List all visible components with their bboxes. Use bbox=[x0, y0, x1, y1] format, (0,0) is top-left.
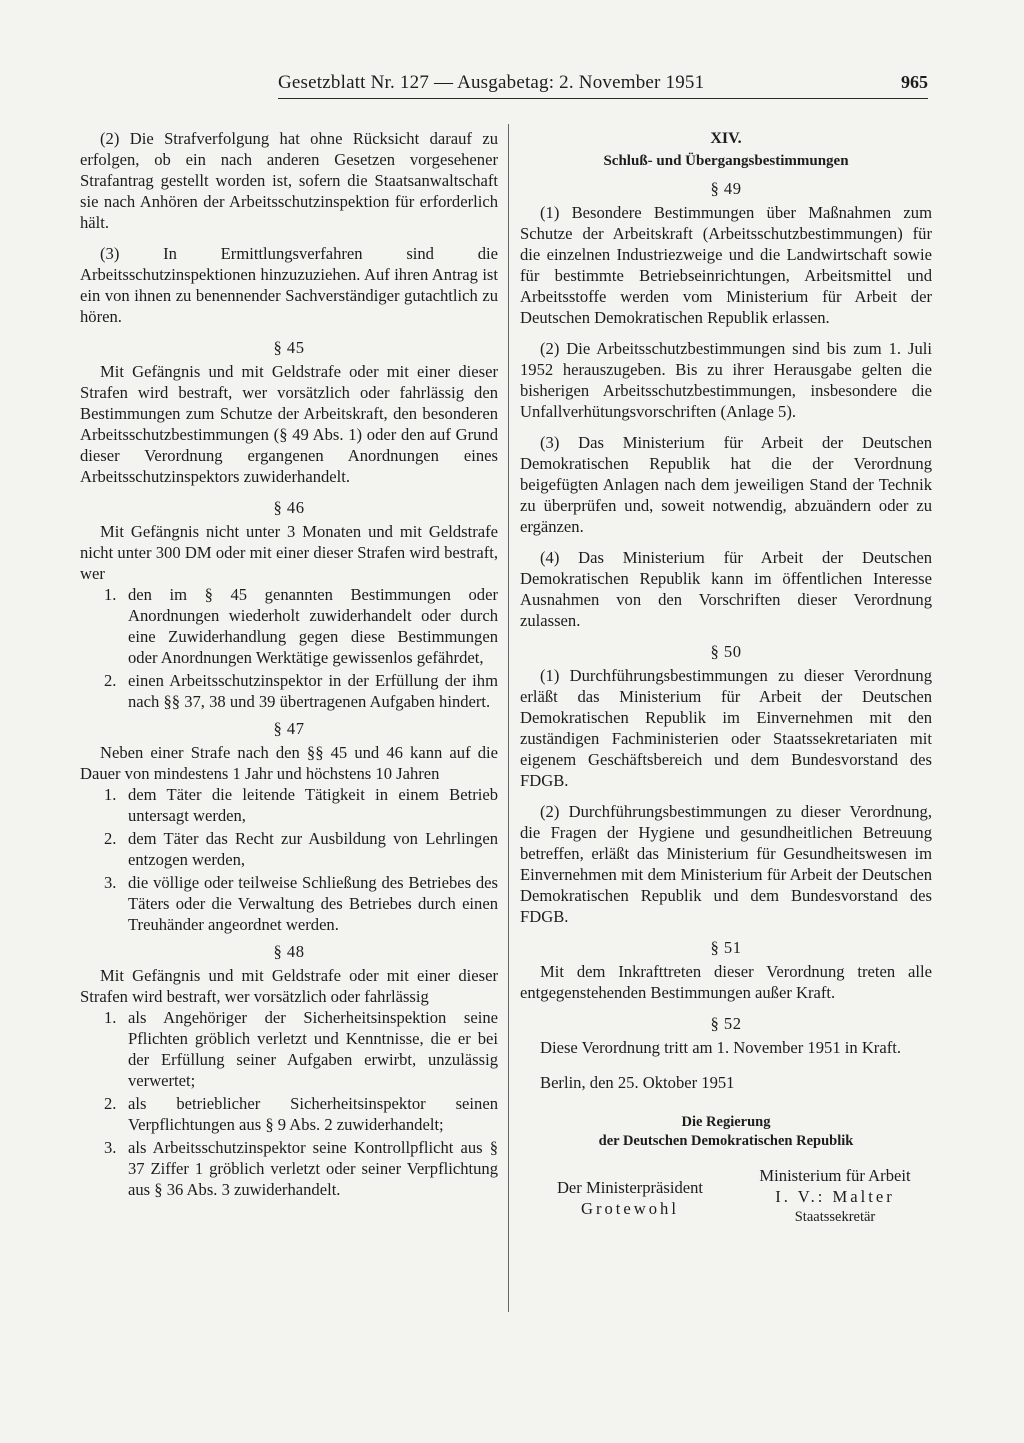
section-49-paragraph-1: (1) Besondere Bestimmungen über Maßnahmen zum Schutze der Arbeitskraft (Arbeitsschutzbestimmungen) für die einzelnen Industriezweige und die Landwirtschaft sowie für bestimmte Betriebseinrichtungen, Arbeitsmittel und Arbeitsstoffe werden vom Ministerium für Arbeit der Deutschen Demokratischen Republik erlassen. bbox=[520, 203, 932, 327]
list-item bbox=[80, 1137, 498, 1200]
signatory-title: Der Ministerpräsident bbox=[556, 1178, 704, 1197]
item-number: 3. bbox=[104, 1138, 117, 1157]
page-number: 965 bbox=[901, 72, 928, 92]
section-51-heading: § 51 bbox=[710, 938, 742, 957]
section-45-heading: § 45 bbox=[273, 338, 305, 357]
item-text: dem Täter die leitende Tätigkeit in einem Betrieb untersagt werden, bbox=[128, 785, 498, 825]
signature-ministry-labour bbox=[735, 1165, 935, 1228]
left-column bbox=[80, 128, 498, 1204]
section-48-heading: § 48 bbox=[273, 942, 305, 961]
section-48-intro: Mit Gefängnis und mit Geldstrafe oder mit einer dieser Strafen wird bestraft, wer vorsätzlich oder fahrlässig bbox=[80, 966, 498, 1006]
list-item bbox=[80, 784, 498, 826]
section-48-list bbox=[80, 1007, 498, 1200]
section-49-heading: § 49 bbox=[710, 179, 742, 198]
page-header bbox=[278, 72, 928, 99]
header-title: Gesetzblatt Nr. 127 — Ausgabetag: 2. November 1951 bbox=[278, 72, 705, 93]
section-46-heading: § 46 bbox=[273, 498, 305, 517]
section-52-text: Diese Verordnung tritt am 1. November 1951 in Kraft. bbox=[540, 1038, 901, 1057]
section-47-list bbox=[80, 784, 498, 935]
section-50-heading: § 50 bbox=[710, 642, 742, 661]
section-49-paragraph-2: (2) Die Arbeitsschutzbestimmungen sind bis zum 1. Juli 1952 herauszugeben. Bis zu ihrer Herausgabe gelten die bisherigen Arbeitsschutzbestimmungen, insbesondere die Unfallverhütungsvorschriften (Anlage 5). bbox=[520, 339, 932, 421]
list-item bbox=[80, 584, 498, 668]
section-51-text: Mit dem Inkrafttreten dieser Verordnung treten alle entgegenstehenden Bestimmungen außer Kraft. bbox=[520, 962, 932, 1002]
item-number: 1. bbox=[104, 585, 117, 604]
item-text: die völlige oder teilweise Schließung des Betriebes des Täters oder die Verwaltung des Betriebes durch einen Treuhänder angeordnet werden. bbox=[128, 873, 498, 934]
paragraph-44-3: (3) In Ermittlungsverfahren sind die Arbeitsschutzinspektionen hinzuzuziehen. Auf ihren Antrag ist ein von ihnen zu benennender Sachverständiger gutachtlich zu hören. bbox=[80, 244, 498, 326]
list-item bbox=[80, 828, 498, 870]
section-47-heading: § 47 bbox=[273, 719, 305, 738]
item-number: 1. bbox=[104, 785, 117, 804]
part-number: XIV. bbox=[710, 130, 742, 147]
list-item bbox=[80, 872, 498, 935]
list-item bbox=[80, 1093, 498, 1135]
item-text: als betrieblicher Sicherheitsinspektor seinen Verpflichtungen aus § 9 Abs. 2 zuwiderhandelt; bbox=[128, 1094, 498, 1134]
section-52-heading: § 52 bbox=[710, 1014, 742, 1033]
item-text: dem Täter das Recht zur Ausbildung von Lehrlingen entzogen werden, bbox=[128, 829, 498, 869]
section-45-text: Mit Gefängnis und mit Geldstrafe oder mit einer dieser Strafen wird bestraft, wer vorsätzlich oder fahrlässig den Bestimmungen zum Schutze der Arbeitskraft, den besonderen Arbeitsschutzbestimmungen (§ 49 Abs. 1) oder den auf Grund dieser Verordnung ergangenen Anordnungen eines Arbeitsschutzinspektors zuwiderhandelt. bbox=[80, 362, 498, 486]
item-text: als Arbeitsschutzinspektor seine Kontrollpflicht aus § 37 Ziffer 1 gröblich verletzt oder seiner Verpflichtung aus § 36 Abs. 3 zuwiderhandelt. bbox=[128, 1138, 498, 1199]
column-divider bbox=[508, 124, 509, 1312]
item-number: 2. bbox=[104, 1094, 117, 1113]
section-49-paragraph-4: (4) Das Ministerium für Arbeit der Deutschen Demokratischen Republik kann im öffentlichen Interesse Ausnahmen von den Vorschriften dieser Verordnung zulassen. bbox=[520, 548, 932, 630]
section-49-paragraph-3: (3) Das Ministerium für Arbeit der Deutschen Demokratischen Republik hat die der Verordnung beigefügten Anlagen nach dem jeweiligen Stand der Technik zu überprüfen und, soweit notwendig, abzuändern oder zu ergänzen. bbox=[520, 433, 932, 536]
item-text: den im § 45 genannten Bestimmungen oder Anordnungen wiederholt zuwiderhandelt oder durch eine Zuwiderhandlung gegen diese Bestimmungen oder Anordnungen Werktätige gewissenlos gefährdet, bbox=[128, 585, 498, 667]
item-text: einen Arbeitsschutzinspektor in der Erfüllung der ihm nach §§ 37, 38 und 39 übertragenen Aufgaben hindert. bbox=[128, 671, 498, 711]
section-50-paragraph-2: (2) Durchführungsbestimmungen zu dieser Verordnung, die Fragen der Hygiene und gesundheitlichen Betreuung betreffen, erläßt das Ministerium für Gesundheitswesen im Einvernehmen mit dem Ministerium für Arbeit der Deutschen Demokratischen Republik und dem Bundesvorstand des FDGB. bbox=[520, 802, 932, 926]
section-47-intro: Neben einer Strafe nach den §§ 45 und 46 kann auf die Dauer von mindestens 1 Jahr und höchstens 10 Jahren bbox=[80, 743, 498, 783]
signatory-role: Staatssekretär bbox=[794, 1209, 876, 1225]
section-46-list bbox=[80, 584, 498, 712]
item-number: 2. bbox=[104, 671, 117, 690]
signatory-name: I. V.: Malter bbox=[775, 1187, 895, 1206]
list-item bbox=[80, 670, 498, 712]
government-line-1: Die Regierung bbox=[681, 1114, 771, 1130]
paragraph-44-2: (2) Die Strafverfolgung hat ohne Rücksicht darauf zu erfolgen, ob ein nach anderen Gesetzen vorgesehener Strafantrag gestellt worden ist, sofern die Staatsanwaltschaft sie nach Anhören der Arbeitsschutzinspektion für erforderlich hält. bbox=[80, 129, 498, 232]
signatures bbox=[520, 1165, 932, 1235]
part-title: Schluß- und Übergangsbestimmungen bbox=[603, 153, 849, 169]
item-number: 3. bbox=[104, 873, 117, 892]
item-text: als Angehöriger der Sicherheitsinspektion seine Pflichten gröblich verletzt und Kenntnisse, die er bei der Erfüllung seiner Aufgaben erwirbt, unzulässig verwertet; bbox=[128, 1008, 498, 1090]
section-50-paragraph-1: (1) Durchführungsbestimmungen zu dieser Verordnung erläßt das Ministerium für Arbeit der Deutschen Demokratischen Republik im Einvernehmen mit den zuständigen Fachministerien oder Staatssekretariaten mit eigenem Geschäftsbereich und dem Bundesvorstand des FDGB. bbox=[520, 666, 932, 790]
place-date: Berlin, den 25. Oktober 1951 bbox=[540, 1073, 735, 1092]
signatory-name: Grotewohl bbox=[581, 1199, 679, 1218]
government-block bbox=[520, 1113, 932, 1151]
section-46-intro: Mit Gefängnis nicht unter 3 Monaten und mit Geldstrafe nicht unter 300 DM oder mit einer dieser Strafen wird bestraft, wer bbox=[80, 522, 498, 583]
government-line-2: der Deutschen Demokratischen Republik bbox=[598, 1133, 854, 1149]
right-column bbox=[520, 128, 932, 1235]
signatory-title: Ministerium für Arbeit bbox=[759, 1166, 911, 1185]
list-item bbox=[80, 1007, 498, 1091]
item-number: 1. bbox=[104, 1008, 117, 1027]
signature-prime-minister bbox=[520, 1177, 740, 1219]
item-number: 2. bbox=[104, 829, 117, 848]
